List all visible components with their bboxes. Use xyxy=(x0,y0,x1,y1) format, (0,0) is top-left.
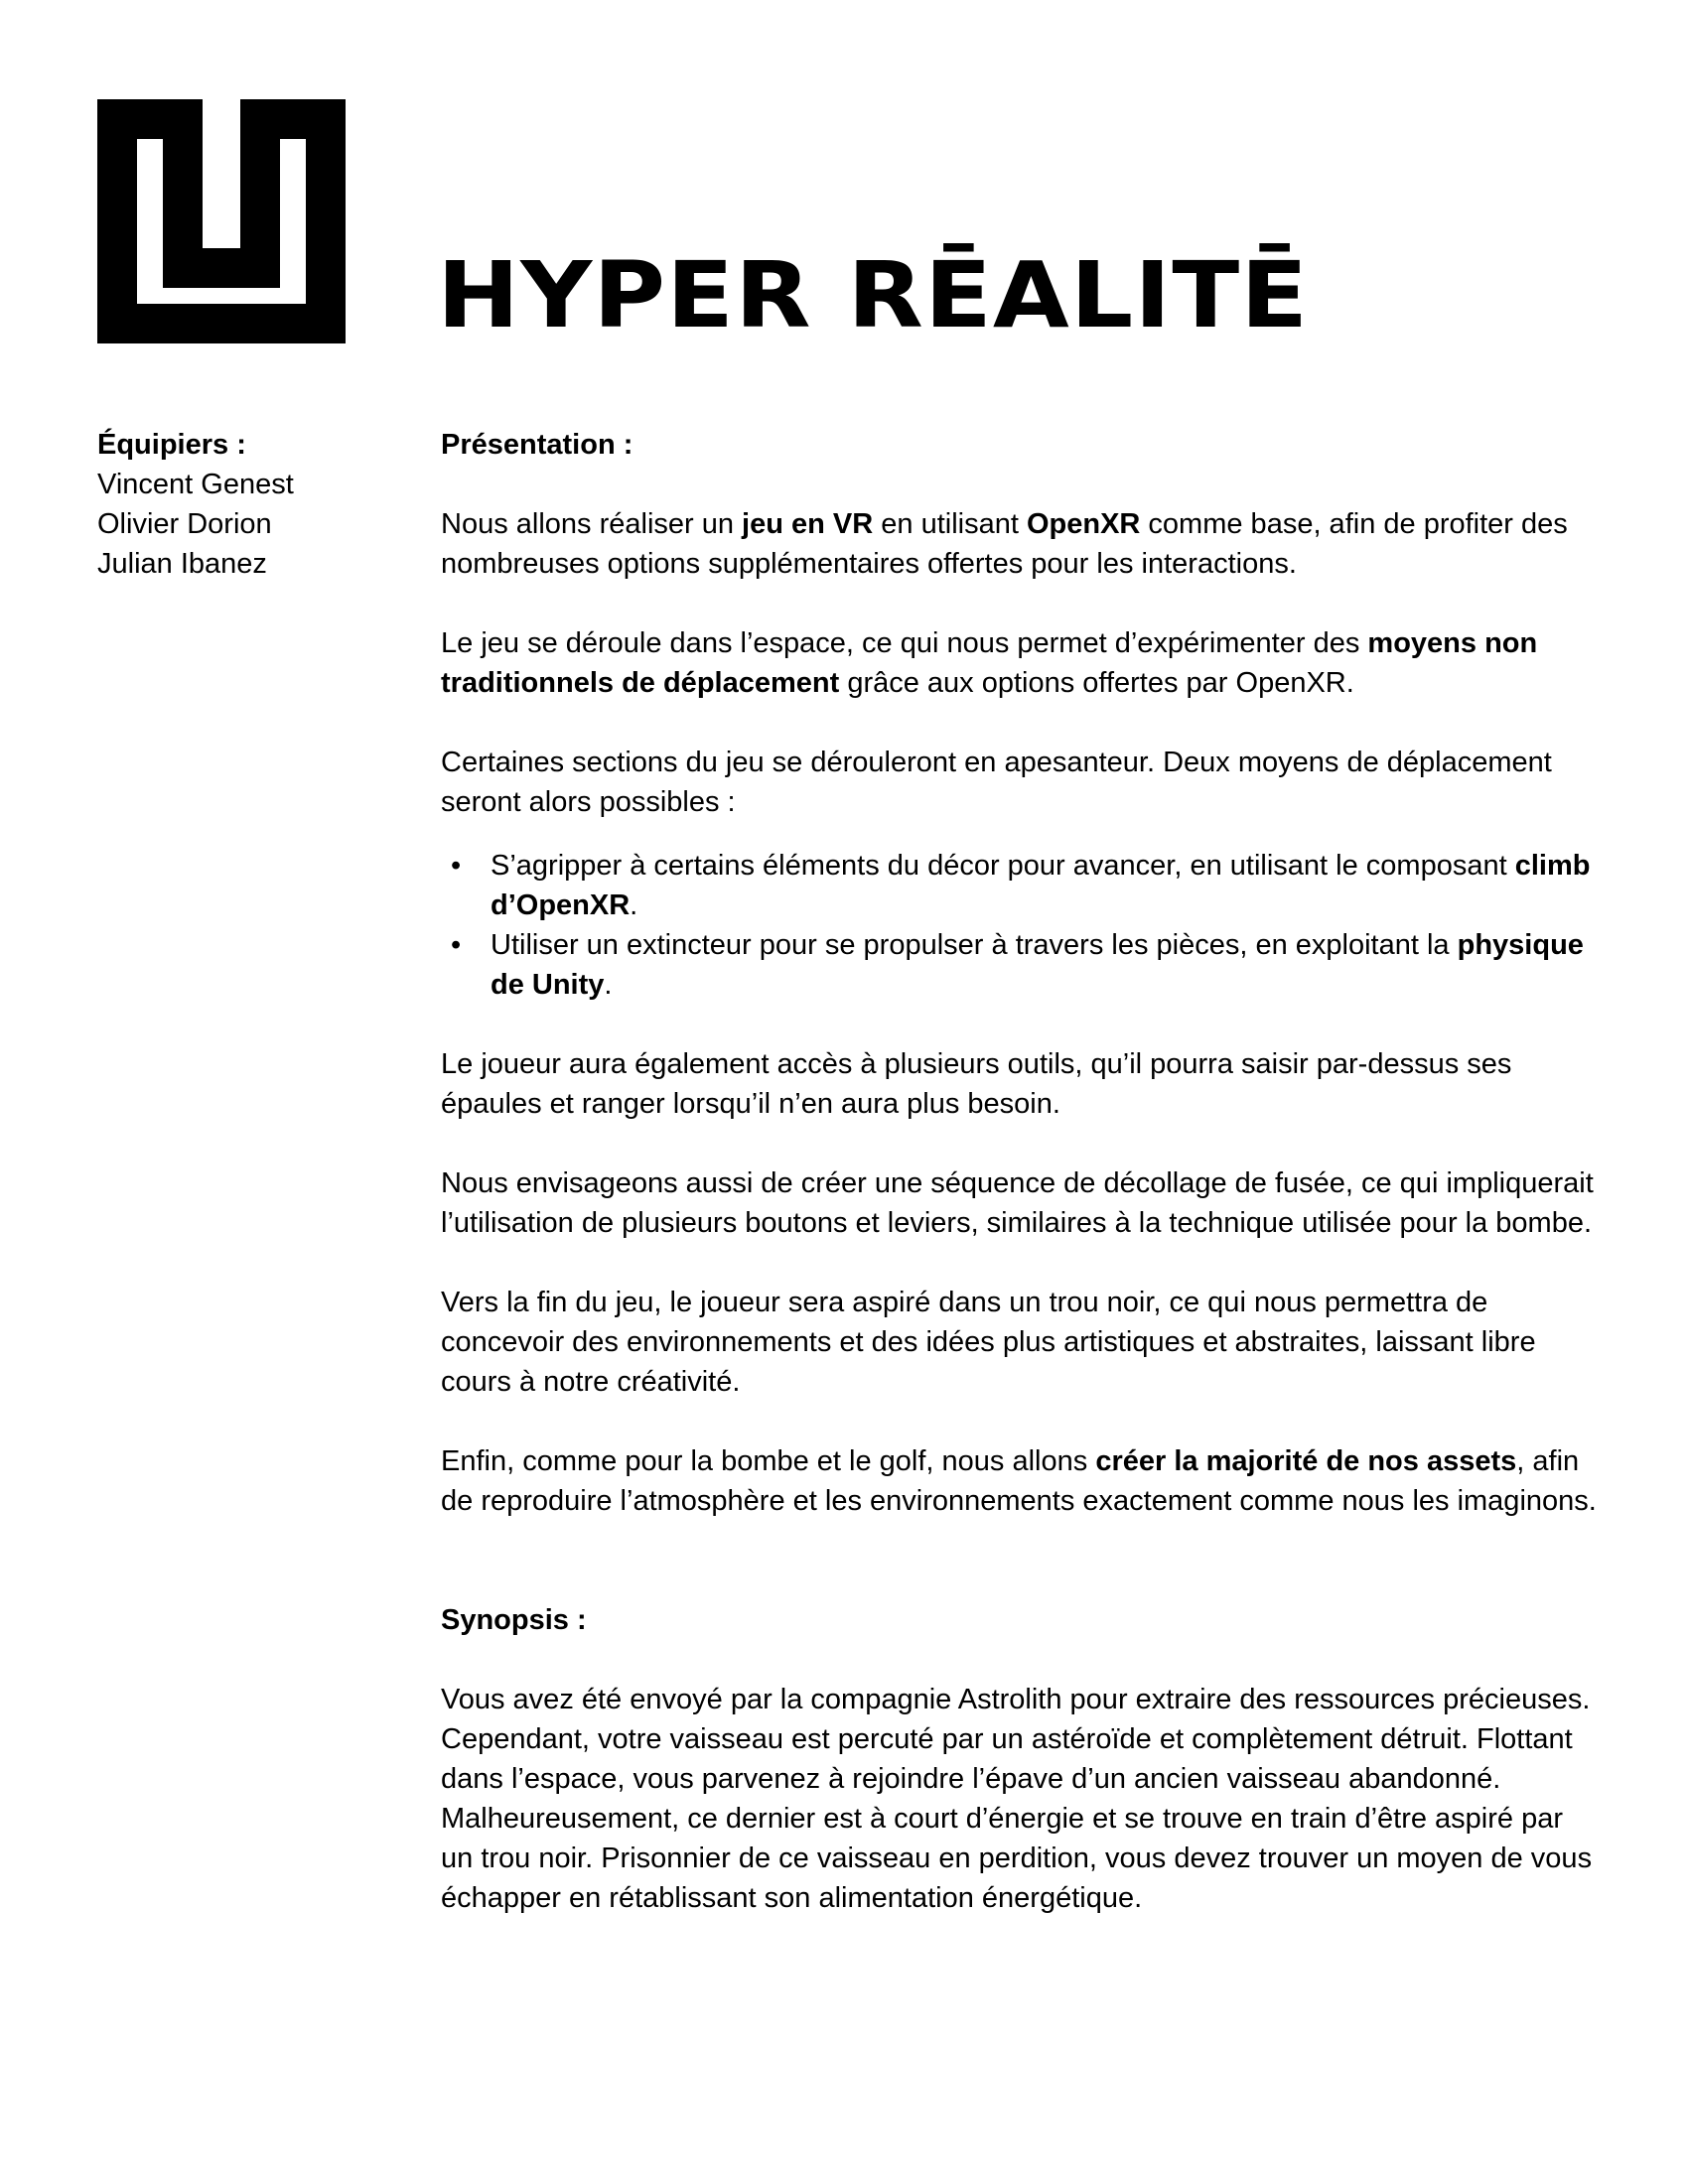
team-heading: Équipiers : xyxy=(97,429,246,461)
bold-run: physique de Unity xyxy=(491,929,1584,1001)
main-content xyxy=(441,425,1603,1958)
bold-run: jeu en VR xyxy=(742,508,874,540)
text-run: Le jeu se déroule dans l’espace, ce qui nous permet d’expérimenter des xyxy=(441,627,1368,659)
presentation-paragraph-4: Le joueur aura également accès à plusieurs outils, qu’il pourra saisir par-dessus ses épaules et ranger lorsqu’il n’en aura plus besoin. xyxy=(441,1048,1512,1120)
presentation-paragraph-2 xyxy=(441,623,1603,703)
presentation-paragraph-7 xyxy=(441,1441,1603,1521)
text-run: comme base, afin de profiter des nombreuses options supplémentaires offertes pour les interactions. xyxy=(441,508,1568,580)
list-item xyxy=(451,925,1603,1005)
bold-run: moyens non traditionnels de déplacement xyxy=(441,627,1538,699)
presentation-paragraph-6: Vers la fin du jeu, le joueur sera aspiré dans un trou noir, ce qui nous permettra de concevoir des environnements et des idées plus artistiques et abstraites, laissant libre cours à notre créativité. xyxy=(441,1287,1536,1398)
text-run: , afin de reproduire l’atmosphère et les environnements exactement comme nous les imaginons. xyxy=(441,1445,1597,1517)
bold-run: climb d’OpenXR xyxy=(491,850,1591,921)
text-run: Enfin, comme pour la bombe et le golf, nous allons xyxy=(441,1445,1096,1477)
bold-run: créer la majorité de nos assets xyxy=(1095,1445,1517,1477)
text-run: Utiliser un extincteur pour se propulser à travers les pièces, en exploitant la xyxy=(491,929,1458,961)
text-run: S’agripper à certains éléments du décor pour avancer, en utilisant le composant xyxy=(491,850,1515,882)
list-item xyxy=(451,846,1603,925)
team-member: Vincent Genest xyxy=(97,469,294,500)
synopsis-heading: Synopsis : xyxy=(441,1604,587,1636)
team-section xyxy=(97,425,385,584)
team-member: Olivier Dorion xyxy=(97,508,272,540)
text-run: Nous allons réaliser un xyxy=(441,508,743,540)
bullet-icon: • xyxy=(451,850,462,882)
text-run: . xyxy=(604,969,613,1001)
presentation-paragraph-5: Nous envisageons aussi de créer une séquence de décollage de fusée, ce qui impliquerait l’utilisation de plusieurs boutons et leviers, similaires à la technique utilisée pour la bombe. xyxy=(441,1167,1594,1239)
synopsis-paragraph: Vous avez été envoyé par la compagnie Astrolith pour extraire des ressources précieuses. Cependant, votre vaisseau est percuté par un astéroïde et complètement détruit. Flottant dans l’espace, vous parvenez à rejoindre l’épave d’un ancien vaisseau abandonné. Malheureusement, ce dernier est à court d’énergie et se trouve en train d’être aspiré par un trou noir. Prisonnier de ce vaisseau en perdition, vous devez trouver un moyen de vous échapper en rétablissant son alimentation énergétique. xyxy=(441,1684,1593,1914)
text-run: grâce aux options offertes par OpenXR. xyxy=(839,667,1354,699)
text-run: . xyxy=(630,889,638,921)
hyper-realite-logo-icon xyxy=(97,99,346,343)
bullet-icon: • xyxy=(451,929,462,961)
presentation-heading: Présentation : xyxy=(441,429,633,461)
page-title: HYPER RĒALITĒ xyxy=(437,242,1310,348)
text-run: en utilisant xyxy=(873,508,1027,540)
movement-list xyxy=(441,846,1603,1005)
team-member: Julian Ibanez xyxy=(97,548,267,580)
presentation-paragraph-1 xyxy=(441,504,1603,584)
bold-run: OpenXR xyxy=(1026,508,1141,540)
presentation-paragraph-3: Certaines sections du jeu se dérouleront en apesanteur. Deux moyens de déplacement seront alors possibles : xyxy=(441,747,1552,818)
